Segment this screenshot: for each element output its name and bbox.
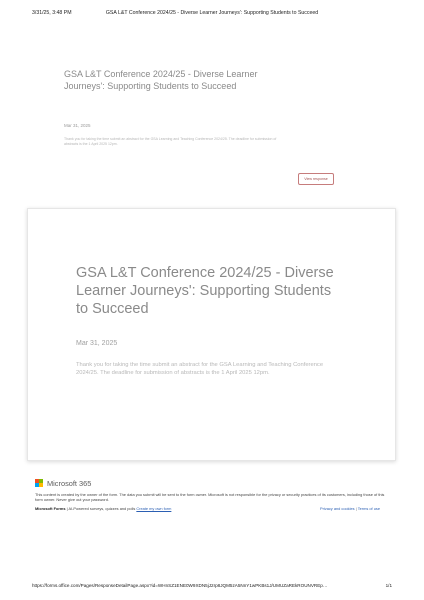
response-date: Mar 31, 2025: [76, 340, 118, 347]
form-title: GSA L&T Conference 2024/25 - Diverse Learner Journeys': Supporting Students to Succeed: [76, 265, 334, 317]
terms-link[interactable]: Terms of use: [357, 506, 380, 511]
page-number: 1/1: [385, 583, 392, 588]
form-description: Thank you for taking the time submit an abstract for the GSA Learning and Teaching Conference 2024/25. The deadline for submission of abstracts is the 1 April 2025 12pm.: [76, 362, 324, 376]
preview-response-date: Mar 31, 2025: [64, 123, 91, 128]
forms-tagline: [35, 506, 171, 511]
view-response-button[interactable]: View response: [298, 173, 334, 185]
print-timestamp: 3/31/25, 3:48 PM: [32, 10, 72, 16]
print-page-title: GSA L&T Conference 2024/25 - Diverse Learner Journeys': Supporting Students to Succeed: [105, 10, 319, 16]
create-form-link[interactable]: Create my own form: [136, 506, 172, 511]
print-header: [32, 10, 392, 20]
preview-form-title: GSA L&T Conference 2024/25 - Diverse Learner Journeys': Supporting Students to Succeed: [64, 69, 258, 91]
link-separator: |: [354, 506, 358, 511]
privacy-link[interactable]: Privacy and cookies: [320, 506, 355, 511]
response-card: [27, 208, 396, 461]
disclaimer-text: This content is created by the owner of the form. The data you submit will be sent to the form owner. Microsoft is not responsible for the privacy or security practices of its customers, including those of this form owner. Never give out your password.: [35, 492, 385, 502]
preview-card: [30, 50, 390, 195]
microsoft-logo-icon: [35, 479, 43, 487]
page-url: https://forms.office.com/Pages/ResponseDetailPage.aspx?id=WHnSZ1ENE0W9XDN5jJ2rp8JQM5zA5NnY1wPKBs1J/UMUZaREkROUNVREp…: [32, 583, 328, 588]
brand-name: Microsoft 365: [47, 478, 92, 488]
legal-links: [320, 506, 380, 511]
preview-form-description: Thank you for taking the time submit an abstract for the GSA Learning and Teaching Conference 2024/25. The deadline for submission of abstracts is the 1 April 2025 12pm.: [64, 137, 277, 146]
forms-product-name: Microsoft Forms: [35, 506, 66, 511]
microsoft-365-logo: [35, 478, 91, 488]
print-footer: [32, 583, 392, 591]
forms-tagline-text: | AI-Powered surveys, quizzes and polls: [65, 506, 137, 511]
